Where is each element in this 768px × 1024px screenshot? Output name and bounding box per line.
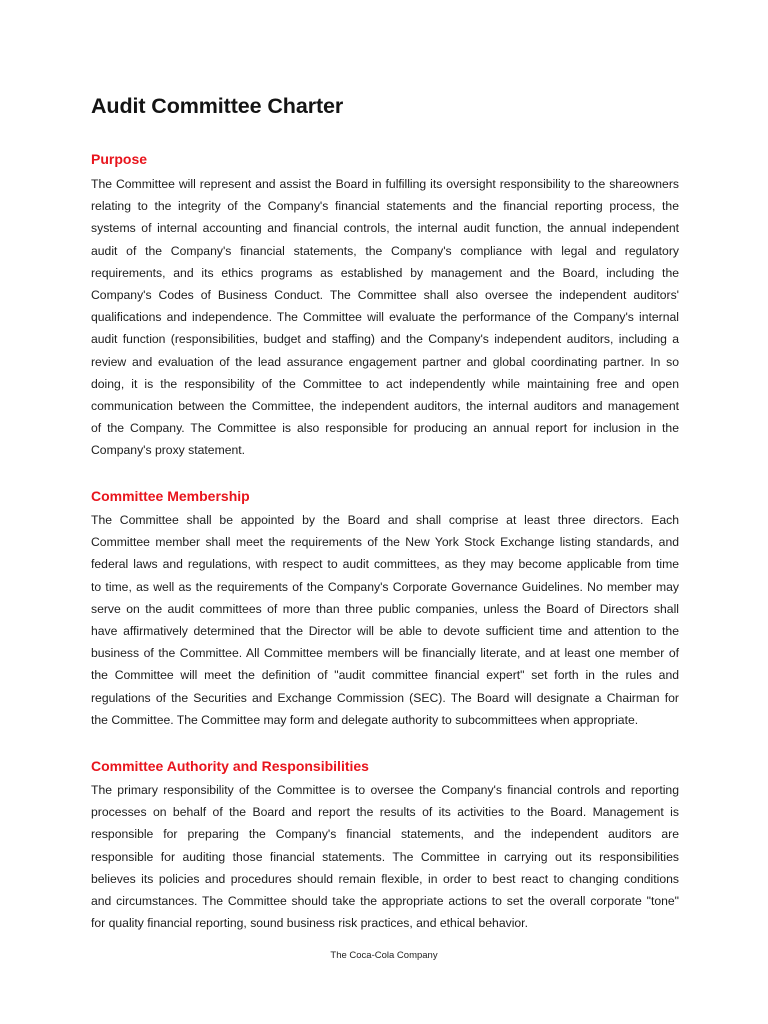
section-heading-committee-membership: Committee Membership	[91, 488, 250, 504]
paragraph-line: Company's Codes of Business Conduct. The Committee shall also oversee the independent auditors'	[91, 287, 679, 302]
paragraph-line: of the Company. The Committee is also responsible for producing an annual report for inclusion in the	[91, 421, 679, 436]
paragraph-line: have affirmatively determined that the Director will be able to devote sufficient time and attention to the	[91, 623, 679, 638]
paragraph-line: responsible for auditing those financial statements. The Committee in carrying out its responsibilities	[91, 849, 679, 864]
paragraph-line: The Committee will represent and assist the Board in fulfilling its oversight responsibility to the shareowners	[91, 177, 679, 191]
paragraph-line: Company's proxy statement.	[91, 443, 246, 458]
paragraph-line: systems of internal accounting and financial controls, the internal audit function, the annual independent	[91, 221, 679, 236]
paragraph-line: serve on the audit committees of more than three public companies, unless the Board of Directors shall	[91, 601, 679, 616]
paragraph-line: the Committee. The Committee may form and delegate authority to subcommittees when appropriate.	[91, 712, 639, 727]
paragraph-line: review and evaluation of the lead assurance engagement partner and global coordinating partner. In so	[91, 354, 679, 369]
section-heading-purpose: Purpose	[91, 151, 148, 167]
paragraph-line: and circumstances. The Committee should take the appropriate actions to set the overall corporate "tone"	[91, 893, 679, 908]
paragraph-line: processes on behalf of the Board and report the results of its activities to the Board. Management is	[91, 805, 679, 820]
paragraph-line: The Committee shall be appointed by the Board and shall comprise at least three directors. Each	[91, 513, 679, 527]
page-footer: The Coca-Cola Company	[330, 950, 438, 961]
section-body-committee-authority	[91, 779, 679, 934]
paragraph-line: business of the Committee. All Committee members will be financially literate, and at least one member of	[91, 646, 679, 661]
document-title: Audit Committee Charter	[91, 94, 344, 118]
paragraph-line: to time, as well as the requirements of the Company's Corporate Governance Guidelines. No member may	[91, 579, 679, 594]
paragraph-line: relating to the integrity of the Company's financial statements and the financial reporting process, the	[91, 199, 679, 214]
paragraph-line: qualifications and independence. The Committee will evaluate the performance of the Company's internal	[91, 310, 679, 325]
paragraph-line: regulations of the Securities and Exchange Commission (SEC). The Board will designate a Chairman for	[91, 690, 679, 705]
paragraph-line: requirements, and its ethics programs as established by management and the Board, including the	[91, 265, 679, 280]
paragraph-line: The primary responsibility of the Committee is to oversee the Company's financial controls and reporting	[91, 783, 679, 797]
paragraph-line: doing, it is the responsibility of the Committee to act independently while maintaining free and open	[91, 376, 679, 391]
paragraph-line: for quality financial reporting, sound business risk practices, and ethical behavior.	[91, 916, 528, 931]
paragraph-line: believes its policies and procedures should remain flexible, in order to best react to changing conditions	[91, 871, 679, 886]
section-body-committee-membership	[91, 509, 679, 731]
paragraph-line: responsible for preparing the Company's financial statements, and the independent auditors are	[91, 827, 679, 842]
paragraph-line: audit of the Company's financial statements, the Company's compliance with legal and regulatory	[91, 243, 679, 258]
paragraph-line: communication between the Committee, the independent auditors, the internal auditors and management	[91, 398, 679, 413]
paragraph-line: the Committee will meet the definition of "audit committee financial expert" set forth in the rules and	[91, 668, 679, 683]
section-body-purpose	[91, 173, 679, 461]
paragraph-line: Committee member shall meet the requirements of the New York Stock Exchange listing standards, and	[91, 535, 679, 550]
section-heading-committee-authority: Committee Authority and Responsibilities	[91, 758, 369, 774]
paragraph-line: audit function (responsibilities, budget and staffing) and the Company's independent auditors, including a	[91, 332, 679, 347]
paragraph-line: federal laws and regulations, with respect to audit committees, as they may become applicable from time	[91, 557, 679, 572]
